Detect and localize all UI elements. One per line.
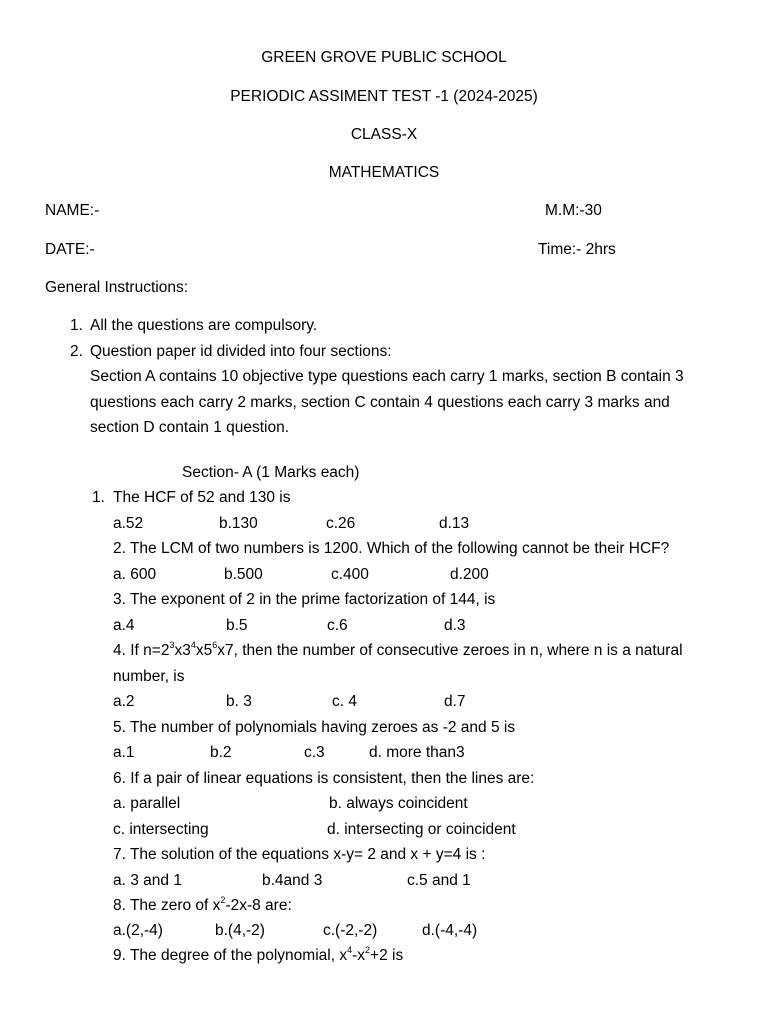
q4-option-b: b. 3 (226, 693, 252, 710)
q4-option-a: a.2 (113, 693, 135, 710)
q9-suffix: +2 is (370, 947, 404, 964)
max-marks: M.M:-30 (545, 202, 602, 219)
instruction-1: All the questions are compulsory. (90, 317, 318, 334)
q1-option-d: d.13 (439, 515, 470, 532)
q5-option-a: a.1 (113, 744, 135, 761)
instruction-2-number: 2. (70, 343, 83, 360)
q4-option-c: c. 4 (332, 693, 357, 710)
test-name: PERIODIC ASSIMENT TEST -1 (2024-2025) (230, 88, 538, 105)
instruction-2: Question paper id divided into four sections: (90, 343, 392, 360)
q3-option-b: b.5 (226, 617, 248, 634)
q2-option-b: b.500 (224, 566, 263, 583)
q6-option-a: a. parallel (113, 795, 181, 812)
instruction-detail-line-1: Section A contains 10 objective type questions each carry 1 marks, section B contain 3 (90, 368, 684, 385)
q4-suffix: x7, then the number of consecutive zeroes in n, where n is a natural (217, 642, 683, 659)
question-6: 6. If a pair of linear equations is consistent, then the lines are: (113, 770, 535, 787)
date-label: DATE:- (45, 241, 95, 258)
q4-option-d: d.7 (444, 693, 466, 710)
q9-prefix: 9. The degree of the polynomial, x (113, 947, 348, 964)
question-1-number: 1. (92, 489, 105, 506)
q2-option-c: c.400 (331, 566, 369, 583)
q5-option-d: d. more than3 (369, 744, 465, 761)
q7-option-b: b.4and 3 (262, 872, 323, 889)
question-4 (113, 641, 683, 661)
q9-exp-2: 2 (365, 944, 371, 955)
question-8 (113, 896, 292, 916)
section-a-heading: Section- A (1 Marks each) (182, 464, 360, 481)
q8-suffix: -2x-8 are: (225, 897, 292, 914)
question-3: 3. The exponent of 2 in the prime factorization of 144, is (113, 591, 496, 608)
q8-option-b: b.(4,-2) (215, 922, 265, 939)
q2-option-a: a. 600 (113, 566, 157, 583)
question-5: 5. The number of polynomials having zeroes as -2 and 5 is (113, 719, 516, 736)
question-9 (113, 946, 403, 966)
instruction-detail-line-2: questions each carry 2 marks, section C contain 4 questions each carry 3 marks and (90, 394, 670, 411)
q9-exp-1: 4 (347, 944, 353, 955)
q5-option-c: c.3 (304, 744, 325, 761)
time-label: Time:- 2hrs (538, 241, 616, 258)
q4-exp-3: 6 (212, 639, 218, 650)
question-1: The HCF of 52 and 130 is (113, 489, 291, 506)
question-2: 2. The LCM of two numbers is 1200. Which of the following cannot be their HCF? (113, 540, 670, 557)
question-7: 7. The solution of the equations x-y= 2 and x + y=4 is : (113, 846, 486, 863)
class-label: CLASS-X (350, 126, 418, 143)
q3-option-d: d.3 (444, 617, 466, 634)
q3-option-c: c.6 (327, 617, 348, 634)
q6-option-d: d. intersecting or coincident (327, 821, 516, 838)
instructions-heading: General Instructions: (45, 279, 189, 296)
q8-prefix: 8. The zero of x (113, 897, 221, 914)
q2-option-d: d.200 (450, 566, 489, 583)
q1-option-b: b.130 (219, 515, 258, 532)
name-label: NAME:- (45, 202, 100, 219)
q4-prefix: 4. If n=2 (113, 642, 170, 659)
school-name: GREEN GROVE PUBLIC SCHOOL (261, 49, 507, 66)
q3-option-a: a.4 (113, 617, 135, 634)
question-4-continued: number, is (113, 668, 185, 685)
q4-exp-1: 3 (169, 639, 175, 650)
q7-option-a: a. 3 and 1 (113, 872, 182, 889)
q1-option-a: a.52 (113, 515, 144, 532)
q4-part-2: x5 (195, 642, 213, 659)
q8-option-a: a.(2,-4) (113, 922, 163, 939)
q1-option-c: c.26 (326, 515, 356, 532)
q6-option-b: b. always coincident (329, 795, 468, 812)
q9-part-1: -x (352, 947, 366, 964)
q4-exp-2: 4 (190, 639, 196, 650)
q6-option-c: c. intersecting (113, 821, 209, 838)
instruction-detail-line-3: section D contain 1 question. (90, 419, 290, 436)
q5-option-b: b.2 (210, 744, 232, 761)
q8-exp: 2 (220, 894, 226, 905)
q8-option-c: c.(-2,-2) (323, 922, 378, 939)
q7-option-c: c.5 and 1 (407, 872, 471, 889)
subject-label: MATHEMATICS (328, 164, 440, 181)
q8-option-d: d.(-4,-4) (422, 922, 478, 939)
q4-part-1: x3 (174, 642, 191, 659)
instruction-1-number: 1. (70, 317, 83, 334)
